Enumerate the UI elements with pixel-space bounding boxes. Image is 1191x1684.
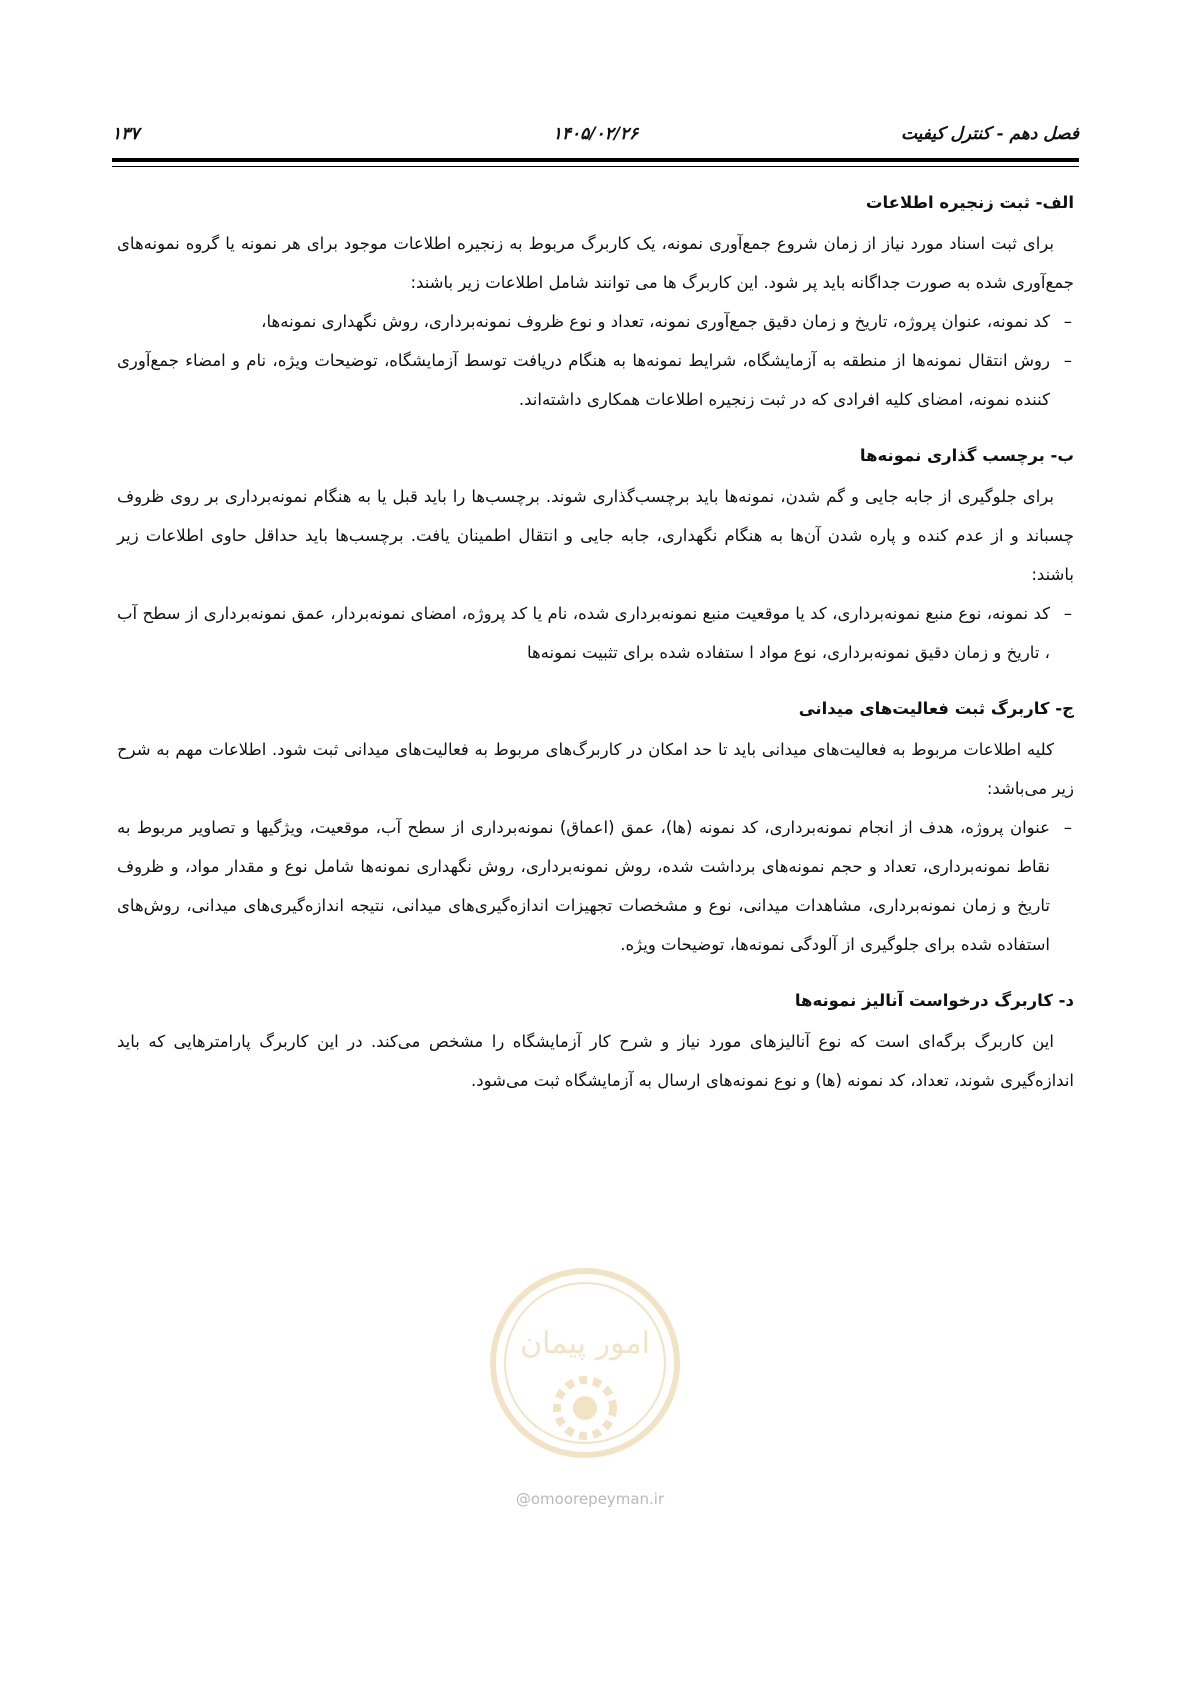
section-title: الف- ثبت زنجیره اطلاعات [865,193,1074,212]
chapter-title: فصل دهم - کنترل کیفیت [900,124,1079,144]
page-header [112,124,1079,154]
header-date: ۱۴۰۵/۰۲/۲۶ [552,124,639,144]
section-paragraph: برای جلوگیری از جابه جایی و گم شدن، نمونه‌ها باید برچسب‌گذاری شوند. برچسب‌ها را باید قبل یا به هنگام نمونه‌برداری بر روی ظروف چسباند و از عدم کنده و پاره شدن آن‌ها به هنگام نگهداری، جابه جایی و انتقال اطمینان یافت. برچسب‌ها باید حداقل حاوی اطلاعات زیر باشند: [117,487,1074,584]
section-title: ج- کاربرگ ثبت فعالیت‌های میدانی [798,699,1074,718]
header-rule-thin [112,166,1079,167]
page-number: ۱۳۷ [112,124,140,144]
bullet-list [117,594,1074,672]
bullet-list [117,808,1074,964]
list-item: – روش انتقال نمونه‌ها از منطقه به آزمایشگاه، شرایط نمونه‌ها به هنگام دریافت توسط آزمایشگاه، توضیحات ویژه، نام و امضاء جمع‌آوری کننده نمونه، امضای کلیه افرادی که در ثبت زنجیره اطلاعات همکاری داشته‌اند. [117,341,1050,419]
watermark-logo [480,1258,690,1488]
page-content [117,186,1074,1100]
list-item: – عنوان پروژه، هدف از انجام نمونه‌برداری، کد نمونه (ها)، عمق (اعماق) نمونه‌برداری از سطح آب، موقعیت، ویژگیها و تصاویر مربوط به نقاط نمونه‌برداری، تعداد و حجم نمونه‌های برداشت شده، روش نمونه‌برداری، روش نگهداری نمونه‌ها شامل نوع و مقدار مواد، و ظروف تاریخ و زمان نمونه‌برداری، مشاهدات میدانی، نوع و مشخصات تجهیزات اندازه‌گیری‌های میدانی، نتیجه اندازه‌گیری‌های میدانی، روش‌های استفاده شده برای جلوگیری از آلودگی نمونه‌ها، توضیحات ویژه. [117,808,1050,964]
list-item: – کد نمونه، عنوان پروژه، تاریخ و زمان دقیق جمع‌آوری نمونه، تعداد و نوع ظروف نمونه‌برداری، روش نگهداری نمونه‌ها، [117,302,1050,341]
section-sample-labeling [117,439,1074,672]
section-title: د- کاربرگ درخواست آنالیز نمونه‌ها [794,991,1074,1010]
watermark-logo-text: امور پیمان [520,1326,650,1361]
header-rule-thick [112,158,1079,162]
bullet-list [117,302,1074,419]
section-title: ب- برچسب گذاری نمونه‌ها [859,446,1074,465]
list-item: – کد نمونه، نوع منبع نمونه‌برداری، کد یا موقعیت منبع نمونه‌برداری شده، نام یا کد پروژه، امضای نمونه‌بردار، عمق نمونه‌برداری از سطح آب ، تاریخ و زمان دقیق نمونه‌برداری، نوع مواد ا ستفاده شده برای تثبیت نمونه‌ها [117,594,1050,672]
section-analysis-request-form [117,984,1074,1100]
section-paragraph: کلیه اطلاعات مربوط به فعالیت‌های میدانی باید تا حد امکان در کاربرگ‌های مربوط به فعالیت‌های میدانی ثبت شود. اطلاعات مهم به شرح زیر می‌باشد: [117,740,1074,798]
watermark-site: @omoorepeyman.ir [515,1490,665,1508]
section-paragraph: این کاربرگ برگه‌ای است که نوع آنالیزهای مورد نیاز و شرح کار آزمایشگاه را مشخص می‌کند. در این کاربرگ پارامترهایی که باید اندازه‌گیری شوند، تعداد، کد نمونه (ها) و نوع نمونه‌های ارسال به آزمایشگاه ثبت می‌شود. [117,1032,1074,1090]
section-field-activity-form [117,692,1074,964]
section-paragraph: برای ثبت اسناد مورد نیاز از زمان شروع جمع‌آوری نمونه، یک کاربرگ مربوط به زنجیره اطلاعات موجود برای هر نمونه یا گروه نمونه‌های جمع‌آوری شده به صورت جداگانه باید پر شود. این کاربرگ ها می توانند شامل اطلاعات زیر باشند: [117,234,1074,292]
section-chain-of-custody [117,186,1074,419]
